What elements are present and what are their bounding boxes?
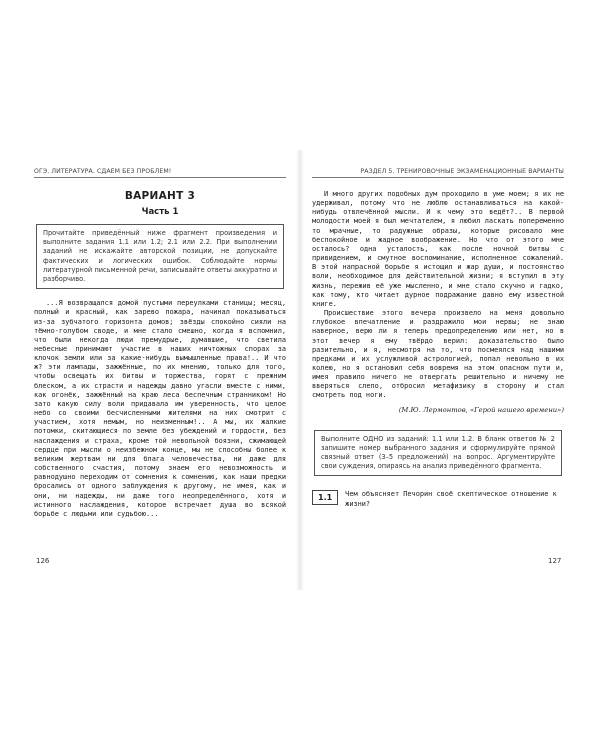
excerpt-text bbox=[34, 299, 286, 519]
left-running-head: ОГЭ. ЛИТЕРАТУРА. СДАЁМ БЕЗ ПРОБЛЕМ! bbox=[34, 168, 286, 178]
paragraph-1: И много других подобных дум проходило в уме моем; я их не удерживал, потому что не люблю останавливаться на какой-нибудь отвлечённой мысли. И к чему это ведёт?.. В первой молодости моей я был мечтателем, я любил ласкать попеременно то мрачные, то радужные образы, которые рисовало мне беспокойное и жадное воображение. Но что от этого мне осталось? одна усталость, как после ночной битвы с привидением, и смутное воспоминание, исполненное сожалений. В этой напрасной борьбе я истощил и жар души, и постоянство воли, необходимое для действительной жизни; я вступил в эту жизнь, пережив её уже мысленно, и мне стало скучно и гадко, как тому, кто читает дурное подражание давно ему известной книге. bbox=[312, 190, 564, 308]
variant-title: ВАРИАНТ 3 bbox=[124, 190, 196, 202]
part-title: Часть 1 bbox=[141, 207, 179, 217]
question-text: Чем объясняет Печорин своё скептическое отношение к жизни? bbox=[345, 490, 557, 508]
right-running-head: РАЗДЕЛ 5. ТРЕНИРОВОЧНЫЕ ЭКЗАМЕНАЦИОННЫЕ ВАРИАНТЫ bbox=[312, 168, 564, 178]
right-page bbox=[312, 168, 564, 509]
source-citation: (М.Ю. Лермонтов, «Герой нашего времени») bbox=[398, 405, 564, 414]
task-instruction-box: Выполните ОДНО из заданий: 1.1 или 1.2. В бланк ответов № 2 запишите номер выбранного задания и сформулируйте прямой связный ответ (3–5 предложений) на вопрос. Аргументируйте свои суждения, опираясь на анализ приведённого фрагмента. bbox=[314, 430, 562, 477]
left-page-number: 126 bbox=[36, 557, 50, 565]
book-gutter bbox=[296, 150, 304, 590]
right-page-number: 127 bbox=[548, 557, 562, 565]
reading-instruction-box: Прочитайте приведённый ниже фрагмент произведения и выполните задания 1.1 или 1.2; 2.1 или 2.2. При выполнении заданий не искажайте авторской позиции, не допускайте фактических и логических ошибок. Соблюдайте нормы литературной письменной речи, записывайте ответы аккуратно и разборчиво. bbox=[36, 224, 284, 289]
paragraph-2: Происшествие этого вечера произвело на меня довольно глубокое впечатление и раздражило мои нервы; не знаю наверное, верю ли я теперь предопределению или нет, но в этот вечер я ему твёрдо верил: доказательство было разительно, и я, несмотря на то, что посмеялся над нашими предками и их услужливой астрологией, попал невольно в их колею, но я остановил себя вовремя на этом опасном пути и, имея правило ничего не отвергать решительно и ничему не вверяться слепо, отбросил метафизику в сторону и стал смотреть под ноги. bbox=[312, 309, 564, 400]
left-page bbox=[34, 168, 286, 519]
question-1-1 bbox=[312, 490, 564, 508]
excerpt-paragraph: ...Я возвращался домой пустыми переулками станицы; месяц, полный и красный, как зарево пожара, начинал показываться из-за зубчатого горизонта домов; звёзды спокойно сияли на тёмно-голубом своде, и мне стало смешно, когда я вспомнил, что были некогда люди премудрые, думавшие, что светила небесные принимают участие в наших ничтожных спорах за клочок земли или за какие-нибудь вымышленные права!.. И что ж? эти лампады, зажжённые, по их мнению, только для того, чтобы освещать их битвы и торжества, горят с прежним блеском, а их страсти и надежды давно угасли вместе с ними, как огонёк, зажжённый на краю леса беспечным странником! Но зато какую силу воли придавала им уверенность, что целое небо со своими бесчисленными жителями на них смотрит с участием, хотя немым, но неизменным!.. А мы, их жалкие потомки, скитающиеся по земле без убеждений и гордости, без наслаждения и страха, кроме той невольной боязни, сжимающей сердце при мысли о неизбежном конце, мы не способны более к великим жертвам ни для блага человечества, ни даже для собственного счастия, потому знаем его невозможность и равнодушно переходим от сомнения к сомнению, как наши предки бросались от одного заблуждения к другому, не имея, как и они, ни надежды, ни даже того неопределённого, хотя и истинного наслаждения, которое встречает душа во всякой борьбе с людьми или судьбою... bbox=[34, 299, 286, 518]
question-number: 1.1 bbox=[312, 490, 338, 505]
continued-text bbox=[312, 190, 564, 401]
